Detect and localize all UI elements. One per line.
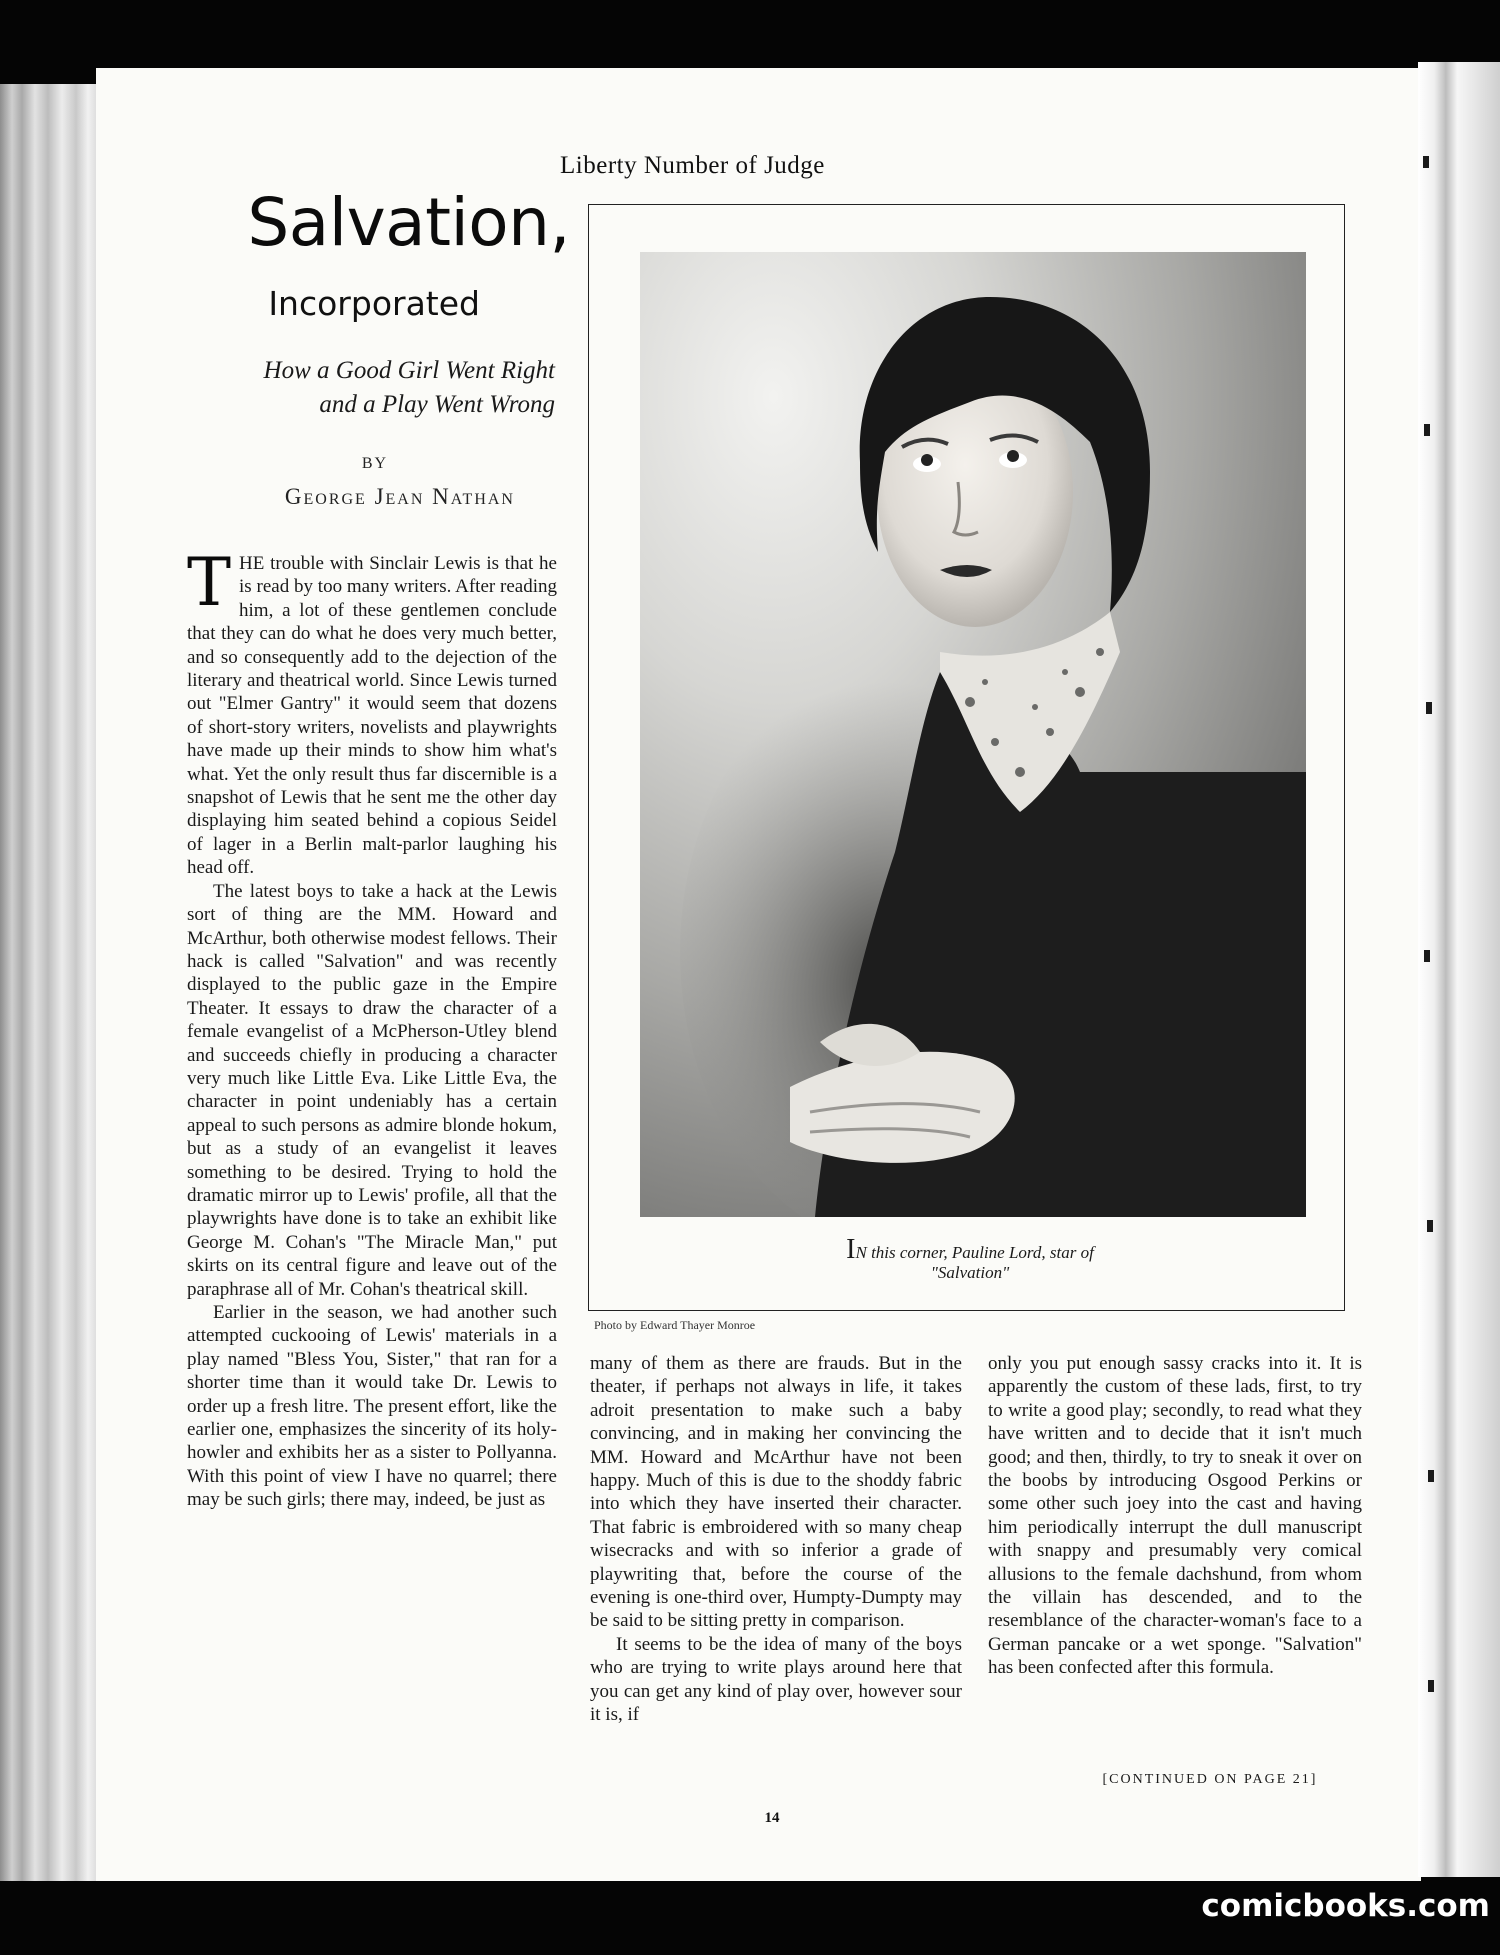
edge-mark xyxy=(1424,950,1430,962)
running-head: Liberty Number of Judge xyxy=(560,152,825,179)
page-number: 14 xyxy=(764,1810,780,1826)
article-paragraph xyxy=(187,544,557,880)
caption-initial: I xyxy=(846,1234,856,1265)
byline-author: George Jean Nathan xyxy=(284,484,515,509)
deck-line: How a Good Girl Went Right xyxy=(263,357,555,384)
article-paragraph: only you put enough sassy cracks into it. It is apparently the custom of these lads, first, to try to write a good play; secondly, to read what they have written and to decide that it isn't much good; and then, thirdly, to try to sneak it over on the boobs by introducing Osgood Perkins or some other such joey into the cast and having him periodically interrupt the dull manuscript with snappy and presumably very comical allusions to the female dachshund, from whom the villain has descended, and to the resemblance of the character-woman's face to a German pancake or a wet sponge. "Salvation" has been confected after this formula. xyxy=(988,1353,1362,1679)
edge-mark xyxy=(1426,702,1432,714)
paragraph-text: HE trouble with Sinclair Lewis is that he is read by too many writers. After reading him, a lot of these gentlemen conclude that they can do what he does very much better, and so consequently add to the dejection of the literary and theatrical world. Since Lewis turned out "Elmer Gantry" it would seem that dozens of short-story writers, novelists and playwrights have made up their minds to show him what's what. Yet the only result thus far discernible is a snapshot of Lewis that he sent me the other day displaying him seated behind a copious Seidel of lager in a Berlin malt-parlor laughing his head off. xyxy=(187,553,557,879)
book-spine-left xyxy=(0,84,100,1881)
edge-mark xyxy=(1423,156,1429,168)
portrait-photo xyxy=(640,252,1306,1217)
article-title: Salvation, xyxy=(247,184,570,261)
article-column-2 xyxy=(590,1352,962,1727)
photo-caption xyxy=(720,1234,1220,1283)
photo-credit: Photo by Edward Thayer Monroe xyxy=(594,1318,756,1332)
article-subtitle: Incorporated xyxy=(268,284,480,323)
edge-mark xyxy=(1427,1220,1433,1232)
article-deck xyxy=(175,354,555,422)
edge-mark xyxy=(1424,424,1430,436)
byline-by: BY xyxy=(361,455,389,472)
facing-page-edge xyxy=(1418,62,1500,1877)
article-paragraph: It seems to be the idea of many of the boys who are trying to write plays around here that you can get any kind of play over, however sour it is, if xyxy=(590,1633,962,1726)
caption-line: "Salvation" xyxy=(930,1263,1010,1282)
edge-mark xyxy=(1428,1470,1434,1482)
deck-line: and a Play Went Wrong xyxy=(319,391,555,418)
site-watermark: comicbooks.com xyxy=(1201,1888,1490,1924)
continued-notice: [CONTINUED ON PAGE 21] xyxy=(1102,1772,1318,1787)
article-paragraph: Earlier in the season, we had another such attempted cuckooing of Lewis' materials in a play named "Bless You, Sister," that ran for a shorter time than it would take Dr. Lewis to order up a fresh litre. The present effort, like the earlier one, emphasizes the sincerity of its holy-howler and exhibits her as a sister to Pollyanna. With this point of view I have no quarrel; there may be such girls; there may, indeed, be just as xyxy=(187,1302,557,1511)
edge-mark xyxy=(1428,1680,1434,1692)
caption-line xyxy=(720,1234,1220,1265)
article-column-3 xyxy=(988,1352,1362,1680)
article-column-1 xyxy=(187,544,557,1512)
article-paragraph: many of them as there are frauds. But in the theater, if perhaps not always in life, it takes adroit presentation to make such a baby convincing, and in making her convincing the MM. Howard and McArthur have not been happy. Much of this is due to the shoddy fabric into which they have inserted their character. That fabric is embroidered with so many cheap wisecracks and with so inferior a grade of playwriting that, before the course of the evening is one-third over, Humpty-Dumpty may be said to be sitting pretty in comparison. xyxy=(590,1353,962,1632)
caption-text: N this corner, Pauline Lord, star of xyxy=(855,1243,1094,1262)
drop-cap: T xyxy=(187,544,232,621)
article-paragraph: The latest boys to take a hack at the Lewis sort of thing are the MM. Howard and McArthur, both otherwise modest fellows. Their hack is called "Salvation" and was recently displayed to the public gaze in the Empire Theater. It essays to draw the character of a female evangelist of a McPherson-Utley blend and succeeds chiefly in producing a character very much like Little Eva. Like Little Eva, the character in point undeniably has a certain appeal to such persons as admire blonde hokum, but as a study of an evangelist it leaves something to be desired. Trying to hold the dramatic mirror up to Lewis' profile, all that the playwrights have done is to take an exhibit like George M. Cohan's "The Miracle Man," put skirts on its central figure and leave out of the paraphrase all of Mr. Cohan's theatrical skill. xyxy=(187,880,557,1300)
